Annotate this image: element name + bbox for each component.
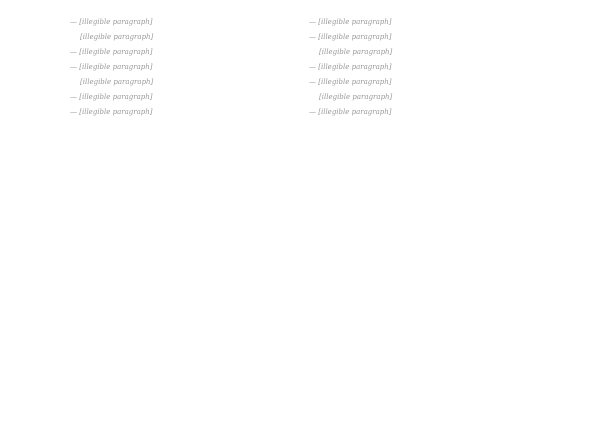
paragraph: [illegible paragraph]: [319, 93, 393, 101]
paragraph: — [illegible paragraph]: [309, 78, 530, 87]
paragraph: — [illegible paragraph]: [70, 93, 291, 102]
paragraph: — [illegible paragraph]: [309, 18, 530, 27]
paragraph: — [illegible paragraph]: [309, 108, 530, 117]
paragraph: — [illegible paragraph]: [309, 33, 530, 42]
paragraph: [illegible paragraph]: [319, 48, 393, 56]
paragraph: — [illegible paragraph]: [70, 63, 291, 72]
paragraph: — [illegible paragraph]: [70, 18, 291, 27]
document-page: [70, 18, 530, 408]
paragraph: [illegible paragraph]: [80, 78, 154, 86]
right-column: [309, 18, 530, 408]
paragraph: [illegible paragraph]: [80, 33, 154, 41]
left-column: [70, 18, 291, 408]
paragraph: — [illegible paragraph]: [70, 48, 291, 57]
paragraph: — [illegible paragraph]: [309, 63, 530, 72]
paragraph: — [illegible paragraph]: [70, 108, 291, 117]
